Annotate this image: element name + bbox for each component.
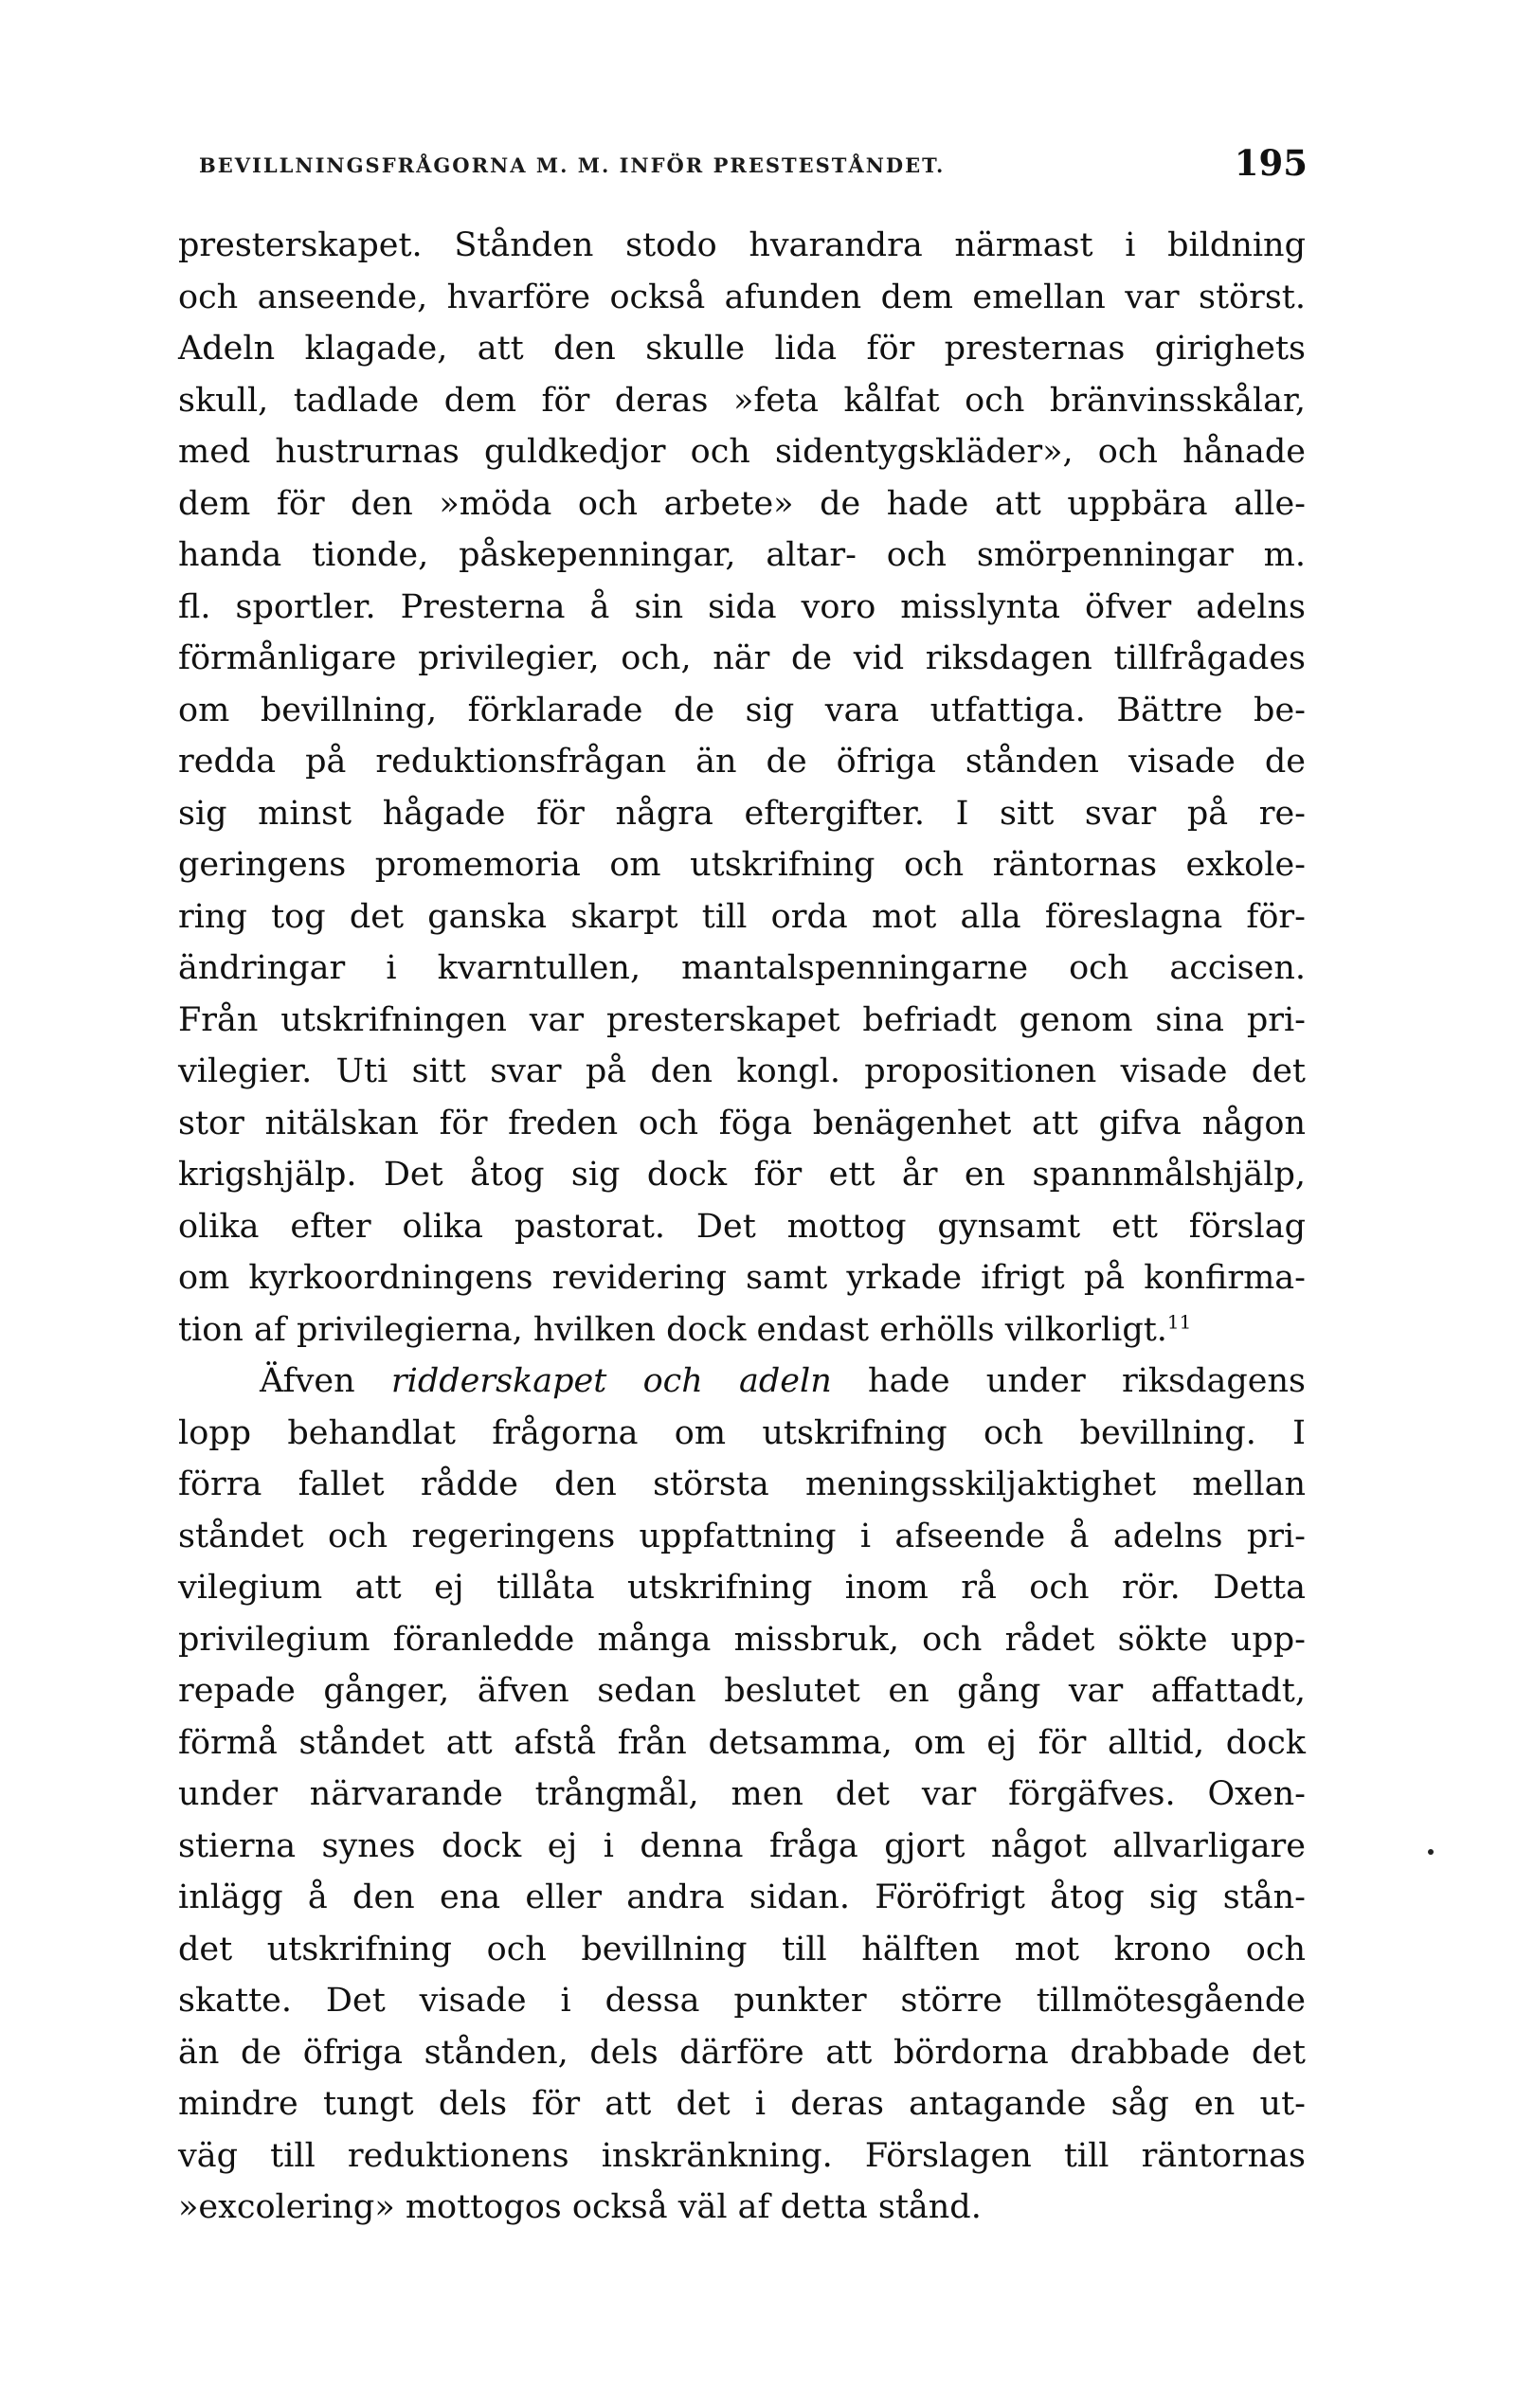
text-line: förra fallet rådde den största meningsskiljaktighet mellan	[178, 1465, 1306, 1503]
text-line: inlägg å den ena eller andra sidan. Föröfrigt åtog sig stån-	[178, 1878, 1306, 1916]
print-speck	[1428, 1849, 1434, 1855]
text-line: olika efter olika pastorat. Det mottog gynsamt ett förslag	[178, 1207, 1306, 1246]
text-line: repade gånger, äfven sedan beslutet en gång var affattadt,	[178, 1672, 1306, 1710]
paragraph-lead: Äfven	[260, 1362, 355, 1400]
text-line: Adeln klagade, att den skulle lida för presternas girighets	[178, 330, 1306, 368]
body-text	[178, 220, 1306, 2234]
text-line: det utskrifning och bevillning till hälften mot krono och	[178, 1930, 1306, 1968]
text-line: än de öfriga stånden, dels därföre att bördorna drabbade det	[178, 2033, 1306, 2072]
text-line: krigshjälp. Det åtog sig dock för ett år en spannmålshjälp,	[178, 1156, 1306, 1194]
text-line: presterskapet. Stånden stodo hvarandra närmast i bildning	[178, 226, 1306, 264]
text-line: handa tionde, påskepenningar, altar- och smörpenningar m.	[178, 536, 1306, 574]
page-number: 195	[1234, 142, 1308, 184]
paragraph-lead-tail: hade under riksdagens	[868, 1362, 1306, 1400]
text-line: skatte. Det visade i dessa punkter större tillmötesgående	[178, 1982, 1306, 2020]
text-line: ring tog det ganska skarpt till orda mot alla föreslagna för-	[178, 897, 1306, 936]
text-line: ståndet och regeringens uppfattning i afseende å adelns pri-	[178, 1517, 1306, 1555]
text-line: lopp behandlat frågorna om utskrifning och bevillning. I	[178, 1413, 1306, 1452]
text-line: dem för den »möda och arbete» de hade att uppbära alle-	[178, 484, 1306, 523]
italic-phrase: ridderskapet och adeln	[390, 1362, 832, 1400]
text-line-with-footnote	[178, 1304, 1306, 1357]
text-line: Från utskrifningen var presterskapet befriadt genom sina pri-	[178, 1000, 1306, 1039]
text-line: om kyrkoordningens revidering samt yrkade ifrigt på konfirma-	[178, 1259, 1306, 1297]
text-line: mindre tungt dels för att det i deras antagande såg en ut-	[178, 2085, 1306, 2123]
text-line: geringens promemoria om utskrifning och räntornas exkole-	[178, 846, 1306, 884]
running-title: BEVILLNINGSFRÅGORNA M. M. INFÖR PRESTESTÅNDET.	[199, 153, 946, 177]
text-line: under närvarande trångmål, men det var förgäfves. Oxen-	[178, 1775, 1306, 1813]
text-line: och anseende, hvarföre också afunden dem emellan var störst.	[178, 278, 1306, 316]
text-line: med hustrurnas guldkedjor och sidentygskläder», och hånade	[178, 433, 1306, 471]
text-line: stierna synes dock ej i denna fråga gjort något allvarligare	[178, 1826, 1306, 1865]
text-line: skull, tadlade dem för deras »feta kålfat och bränvinsskålar,	[178, 381, 1306, 420]
text-line: ändringar i kvarntullen, mantalspenningarne och accisen.	[178, 949, 1306, 987]
text-line: »excolering» mottogos också väl af detta stånd.	[178, 2188, 982, 2226]
text-line: vilegier. Uti sitt svar på den kongl. propositionen visade det	[178, 1052, 1306, 1090]
text-line: väg till reduktionens inskränkning. Förslagen till räntornas	[178, 2136, 1306, 2175]
running-head	[199, 138, 1326, 195]
paragraph-first-line	[178, 1356, 1306, 1408]
text-line: redda på reduktionsfrågan än de öfriga stånden visade de	[178, 743, 1306, 781]
text-line: förmånligare privilegier, och, när de vid riksdagen tillfrågades	[178, 639, 1306, 677]
text-line: fl. sportler. Presterna å sin sida voro misslynta öfver adelns	[178, 587, 1306, 626]
text-line: privilegium föranledde många missbruk, och rådet sökte upp-	[178, 1620, 1306, 1659]
text-line: sig minst hågade för några eftergifter. I sitt svar på re-	[178, 794, 1306, 833]
text-line: vilegium att ej tillåta utskrifning inom rå och rör. Detta	[178, 1569, 1306, 1607]
footnote-reference: 11	[1166, 1309, 1192, 1333]
text-line: om bevillning, förklarade de sig vara utfattiga. Bättre be-	[178, 691, 1306, 729]
text-line: förmå ståndet att afstå från detsamma, om ej för alltid, dock	[178, 1723, 1306, 1762]
text-line: tion af privilegierna, hvilken dock endast erhölls vilkorligt.	[178, 1310, 1167, 1349]
text-line: stor nitälskan för freden och föga benägenhet att gifva någon	[178, 1104, 1306, 1142]
